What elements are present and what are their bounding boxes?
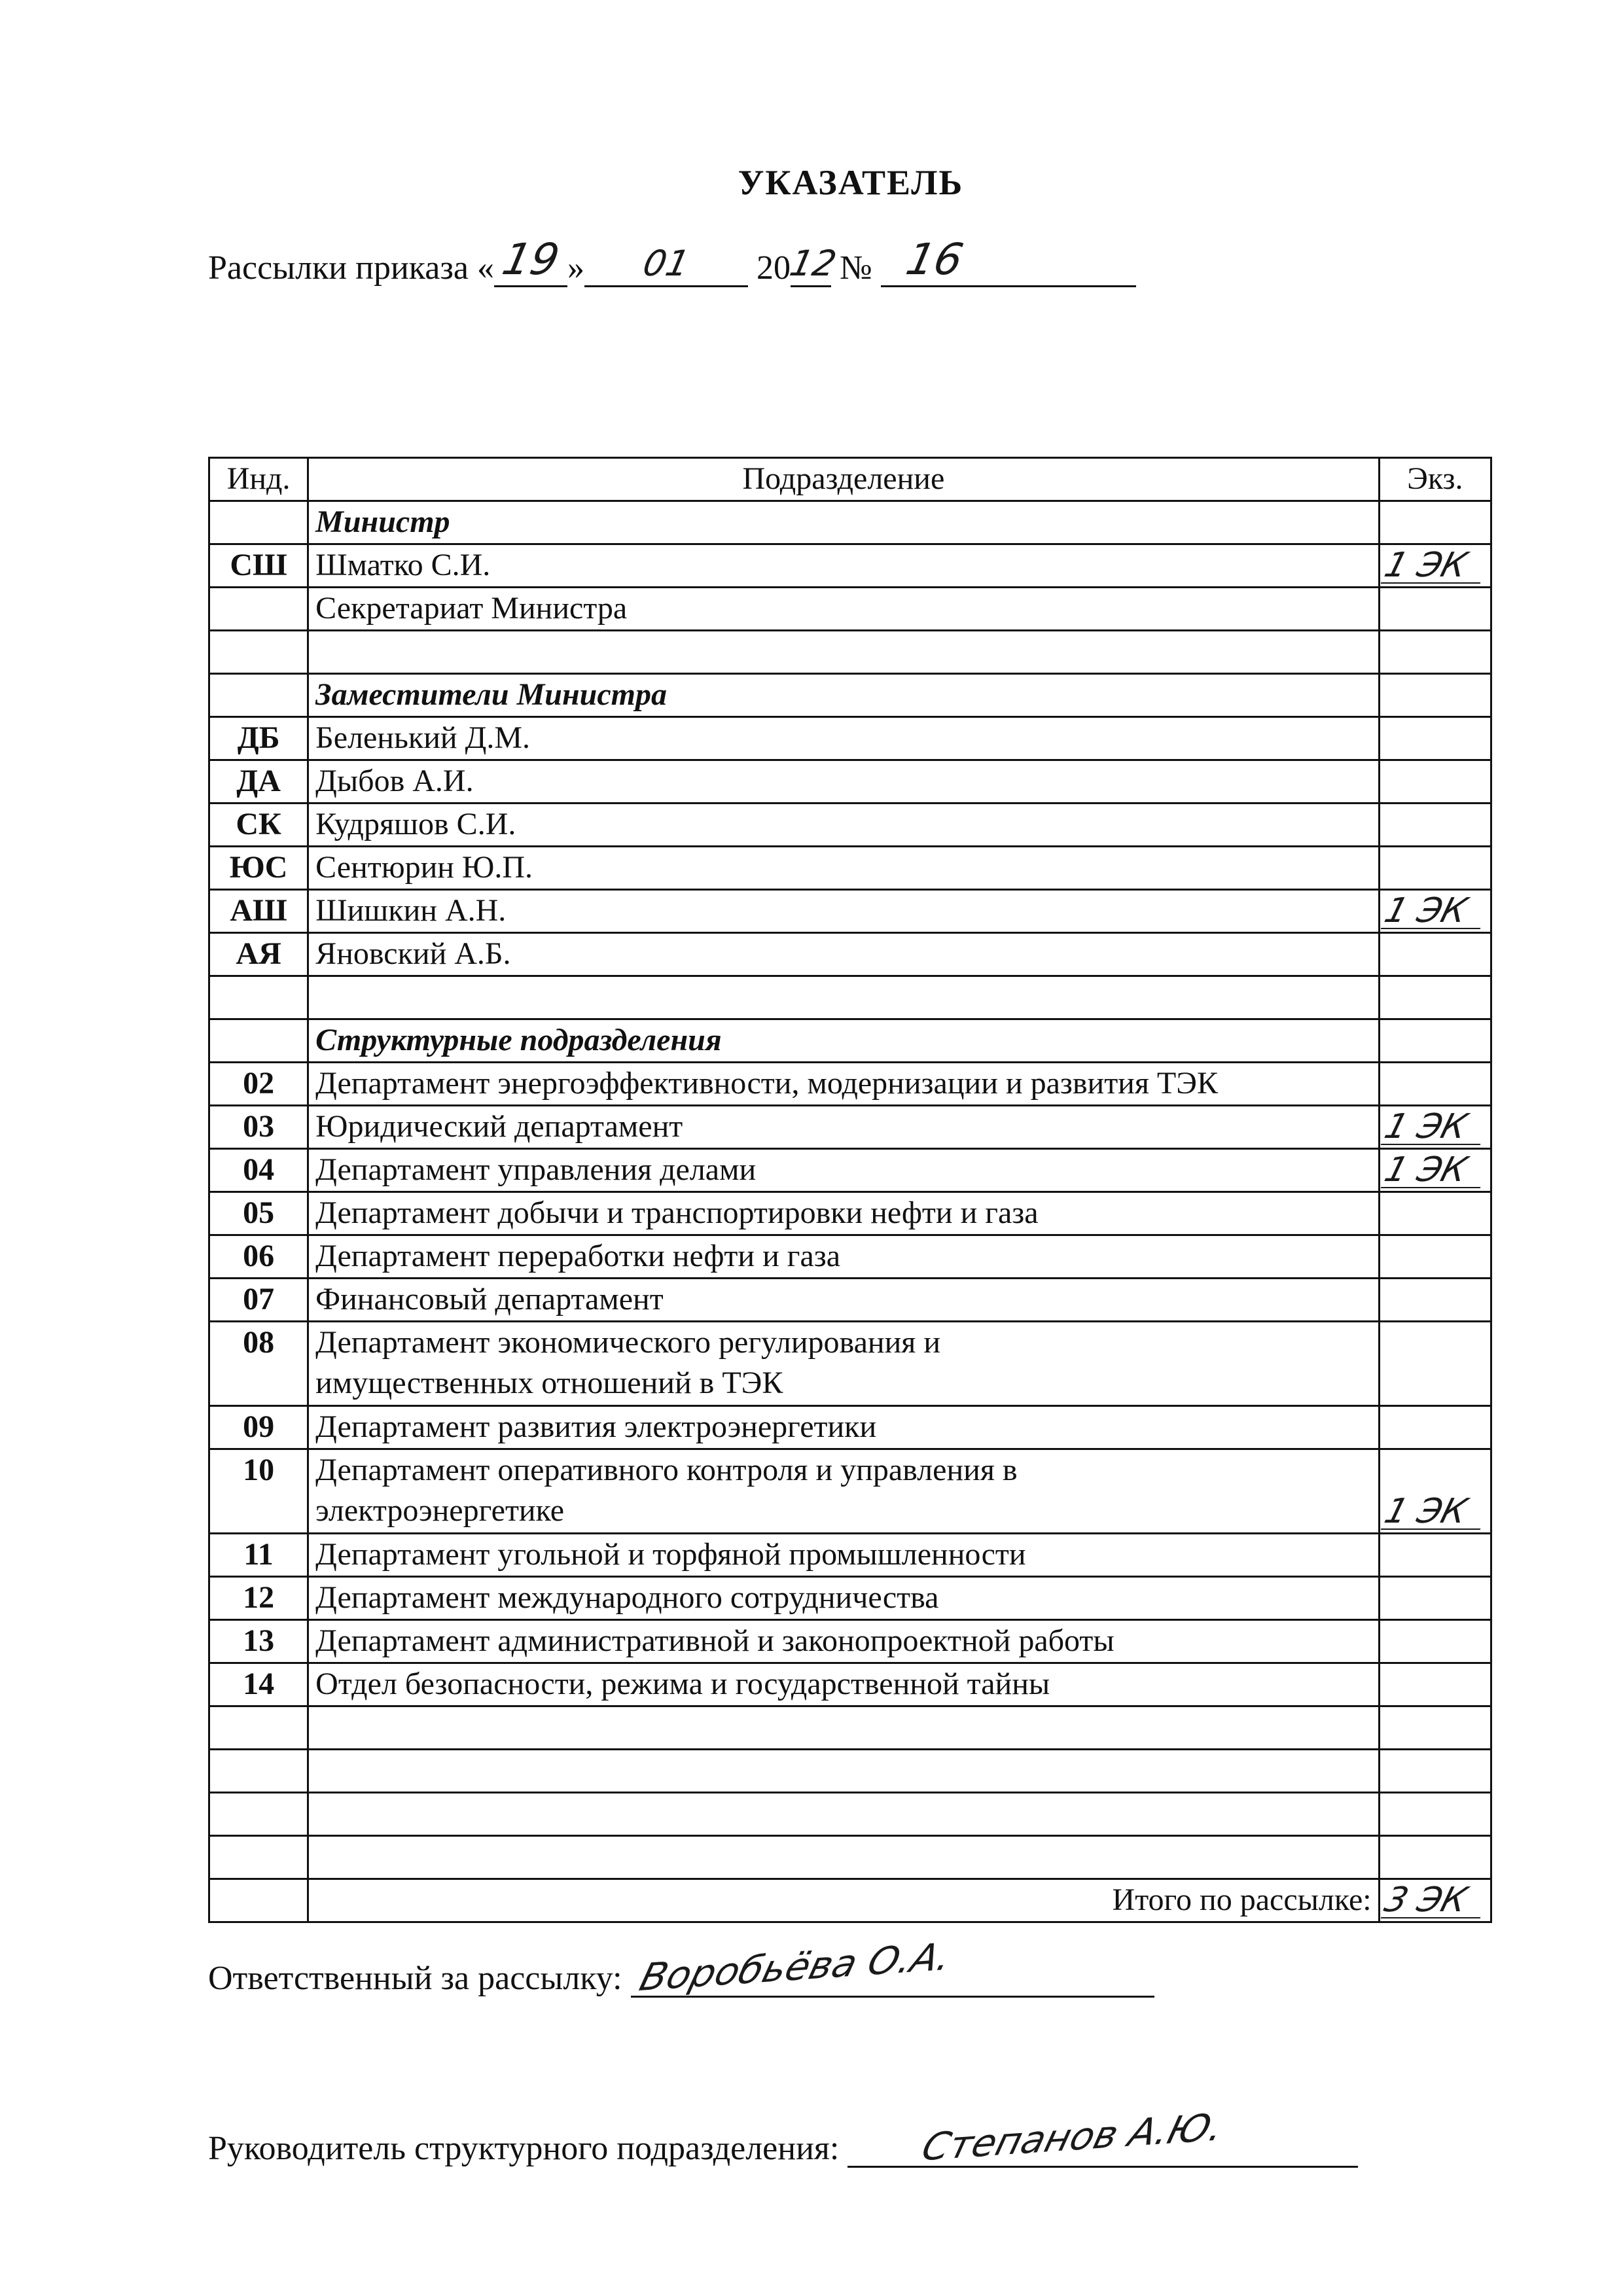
table-row [209,1836,1491,1879]
table-row [209,760,1491,804]
row-copies [1379,1577,1491,1620]
table-header-row [209,458,1491,501]
table-row [209,1620,1491,1663]
total-ind [209,1879,308,1922]
row-name-line2: имущественных отношений в ТЭК [315,1366,783,1400]
table-row [209,501,1491,544]
row-name: Секретариат Министра [308,588,1379,631]
row-ind: 08 [209,1322,308,1406]
table-row [209,1793,1491,1836]
header-copies: Экз. [1379,458,1491,501]
mailing-order-prefix: Рассылки приказа « [208,249,494,287]
row-copies [1379,1620,1491,1663]
row-name-line2: электроэнергетике [315,1493,565,1528]
row-ind [209,674,308,717]
table-row [209,674,1491,717]
year-prefix: 20 [756,249,791,287]
row-name: Департамент добычи и транспортировки нефти и газа [308,1192,1379,1235]
row-ind: 04 [209,1149,308,1192]
row-name: Департамент развития электроэнергетики [308,1406,1379,1449]
row-copies [1379,1149,1491,1192]
year-field [786,243,840,287]
row-ind: СШ [209,544,308,588]
row-name: Департамент энергоэффективности, модернизации и развития ТЭК [308,1063,1379,1106]
head-label: Руководитель структурного подразделения: [208,2130,840,2167]
row-ind: 12 [209,1577,308,1620]
row-copies [1379,1019,1491,1063]
row-ind: 14 [209,1663,308,1706]
table-row [209,1750,1491,1793]
row-ind: 09 [209,1406,308,1449]
row-ind: СК [209,804,308,847]
row-copies [1379,1663,1491,1706]
row-ind: 06 [209,1235,308,1279]
head-signature-line [847,2104,1358,2170]
total-row [209,1879,1491,1922]
row-name: Шматко С.И. [308,544,1379,588]
row-name: Отдел безопасности, режима и государственной тайны [308,1663,1379,1706]
table-row [209,890,1491,933]
table-row [209,804,1491,847]
section-heading: Заместители Министра [308,674,1379,717]
day-field [494,234,567,287]
table-row [209,1192,1491,1235]
table-row [209,1019,1491,1063]
row-copies [1379,760,1491,804]
number-label: № [839,249,872,287]
row-ind: 11 [209,1534,308,1577]
row-ind: 13 [209,1620,308,1663]
row-name: Кудряшов С.И. [308,804,1379,847]
responsible-label: Ответственный за рассылку: [208,1960,622,1997]
row-copies [1379,1192,1491,1235]
row-name: Финансовый департамент [308,1279,1379,1322]
row-name [308,1706,1379,1750]
table-row [209,544,1491,588]
table-row [209,717,1491,760]
row-name: Департамент международного сотрудничества [308,1577,1379,1620]
row-copies [1379,1322,1491,1406]
row-name: Департамент управления делами [308,1149,1379,1192]
row-copies [1379,501,1491,544]
table-row [209,1706,1491,1750]
row-ind [209,976,308,1019]
table-row [209,1322,1491,1406]
responsible-signature: Воробьёва О.А. [635,1934,956,2000]
row-copies [1379,1106,1491,1149]
row-copies [1379,976,1491,1019]
number-value: 16 [901,234,967,285]
head-row [208,2104,1358,2170]
row-ind: 07 [209,1279,308,1322]
row-name [308,1793,1379,1836]
row-name-line1: Департамент экономического регулирования и [315,1325,941,1360]
table-row [209,1063,1491,1106]
row-copies [1379,1235,1491,1279]
row-name: Яновский А.Б. [308,933,1379,976]
row-ind [209,1793,308,1836]
row-copies [1379,1406,1491,1449]
document-title: УКАЗАТЕЛЬ [738,163,964,202]
row-name: Шишкин А.Н. [308,890,1379,933]
row-copies [1379,847,1491,890]
number-field [881,234,1136,287]
row-ind [209,588,308,631]
row-name-line1: Департамент оперативного контроля и управления в [315,1453,1018,1487]
row-ind [209,1750,308,1793]
table-row [209,1406,1491,1449]
row-name [308,1449,1379,1534]
row-copies [1379,933,1491,976]
row-ind: 03 [209,1106,308,1149]
table-row [209,976,1491,1019]
row-ind [209,1836,308,1879]
distribution-table [208,457,1492,1923]
row-copies [1379,588,1491,631]
row-ind [209,1706,308,1750]
row-copies [1379,1449,1491,1534]
copies-mark: 1 ЭК [1380,1110,1489,1145]
table-row [209,1449,1491,1534]
row-name: Департамент угольной и торфяной промышленности [308,1534,1379,1577]
table-row [209,847,1491,890]
year-value: 12 [786,243,840,284]
header-ind: Инд. [209,458,308,501]
row-name: Юридический департамент [308,1106,1379,1149]
head-signature: Степанов А.Ю. [918,2104,1229,2170]
total-mark: 3 ЭК [1380,1883,1489,1918]
row-copies [1379,1279,1491,1322]
row-copies [1379,1793,1491,1836]
row-copies [1379,890,1491,933]
table-row [209,1534,1491,1577]
month-value: 01 [639,243,694,284]
row-name: Департамент административной и законопроектной работы [308,1620,1379,1663]
mailing-order-line [208,234,1136,287]
row-copies [1379,674,1491,717]
row-ind [209,501,308,544]
row-name [308,1322,1379,1406]
copies-mark: 1 ЭК [1380,1153,1489,1188]
section-heading: Министр [308,501,1379,544]
section-heading: Структурные подразделения [308,1019,1379,1063]
table-row [209,1663,1491,1706]
row-name: Департамент переработки нефти и газа [308,1235,1379,1279]
row-name [308,631,1379,674]
table-row [209,1279,1491,1322]
quote-close: » [567,249,584,287]
day-value: 19 [497,234,564,285]
table-row [209,1106,1491,1149]
row-copies [1379,544,1491,588]
row-name: Дыбов А.И. [308,760,1379,804]
table-row [209,933,1491,976]
table-row [209,588,1491,631]
row-copies [1379,1836,1491,1879]
row-name [308,1836,1379,1879]
row-copies [1379,1063,1491,1106]
copies-mark: 1 ЭК [1380,1494,1489,1530]
copies-mark: 1 ЭК [1380,548,1489,584]
row-name: Беленький Д.М. [308,717,1379,760]
table-row [209,631,1491,674]
table-row [209,1149,1491,1192]
row-ind: ЮС [209,847,308,890]
row-ind: 05 [209,1192,308,1235]
row-copies [1379,1750,1491,1793]
row-copies [1379,717,1491,760]
row-ind: ДА [209,760,308,804]
table-row [209,1235,1491,1279]
row-ind: 10 [209,1449,308,1534]
row-ind: 02 [209,1063,308,1106]
row-copies [1379,804,1491,847]
total-label: Итого по рассылке: [308,1879,1379,1922]
row-ind: АШ [209,890,308,933]
total-copies [1379,1879,1491,1922]
row-copies [1379,1706,1491,1750]
month-field [584,243,748,287]
responsible-row [208,1934,1154,2000]
row-copies [1379,631,1491,674]
responsible-signature-line [631,1934,1154,2000]
table-row [209,1577,1491,1620]
row-name: Сентюрин Ю.П. [308,847,1379,890]
row-copies [1379,1534,1491,1577]
row-ind [209,1019,308,1063]
row-ind: АЯ [209,933,308,976]
row-ind: ДБ [209,717,308,760]
copies-mark: 1 ЭК [1380,894,1489,929]
row-name [308,976,1379,1019]
row-name [308,1750,1379,1793]
header-name: Подразделение [308,458,1379,501]
row-ind [209,631,308,674]
